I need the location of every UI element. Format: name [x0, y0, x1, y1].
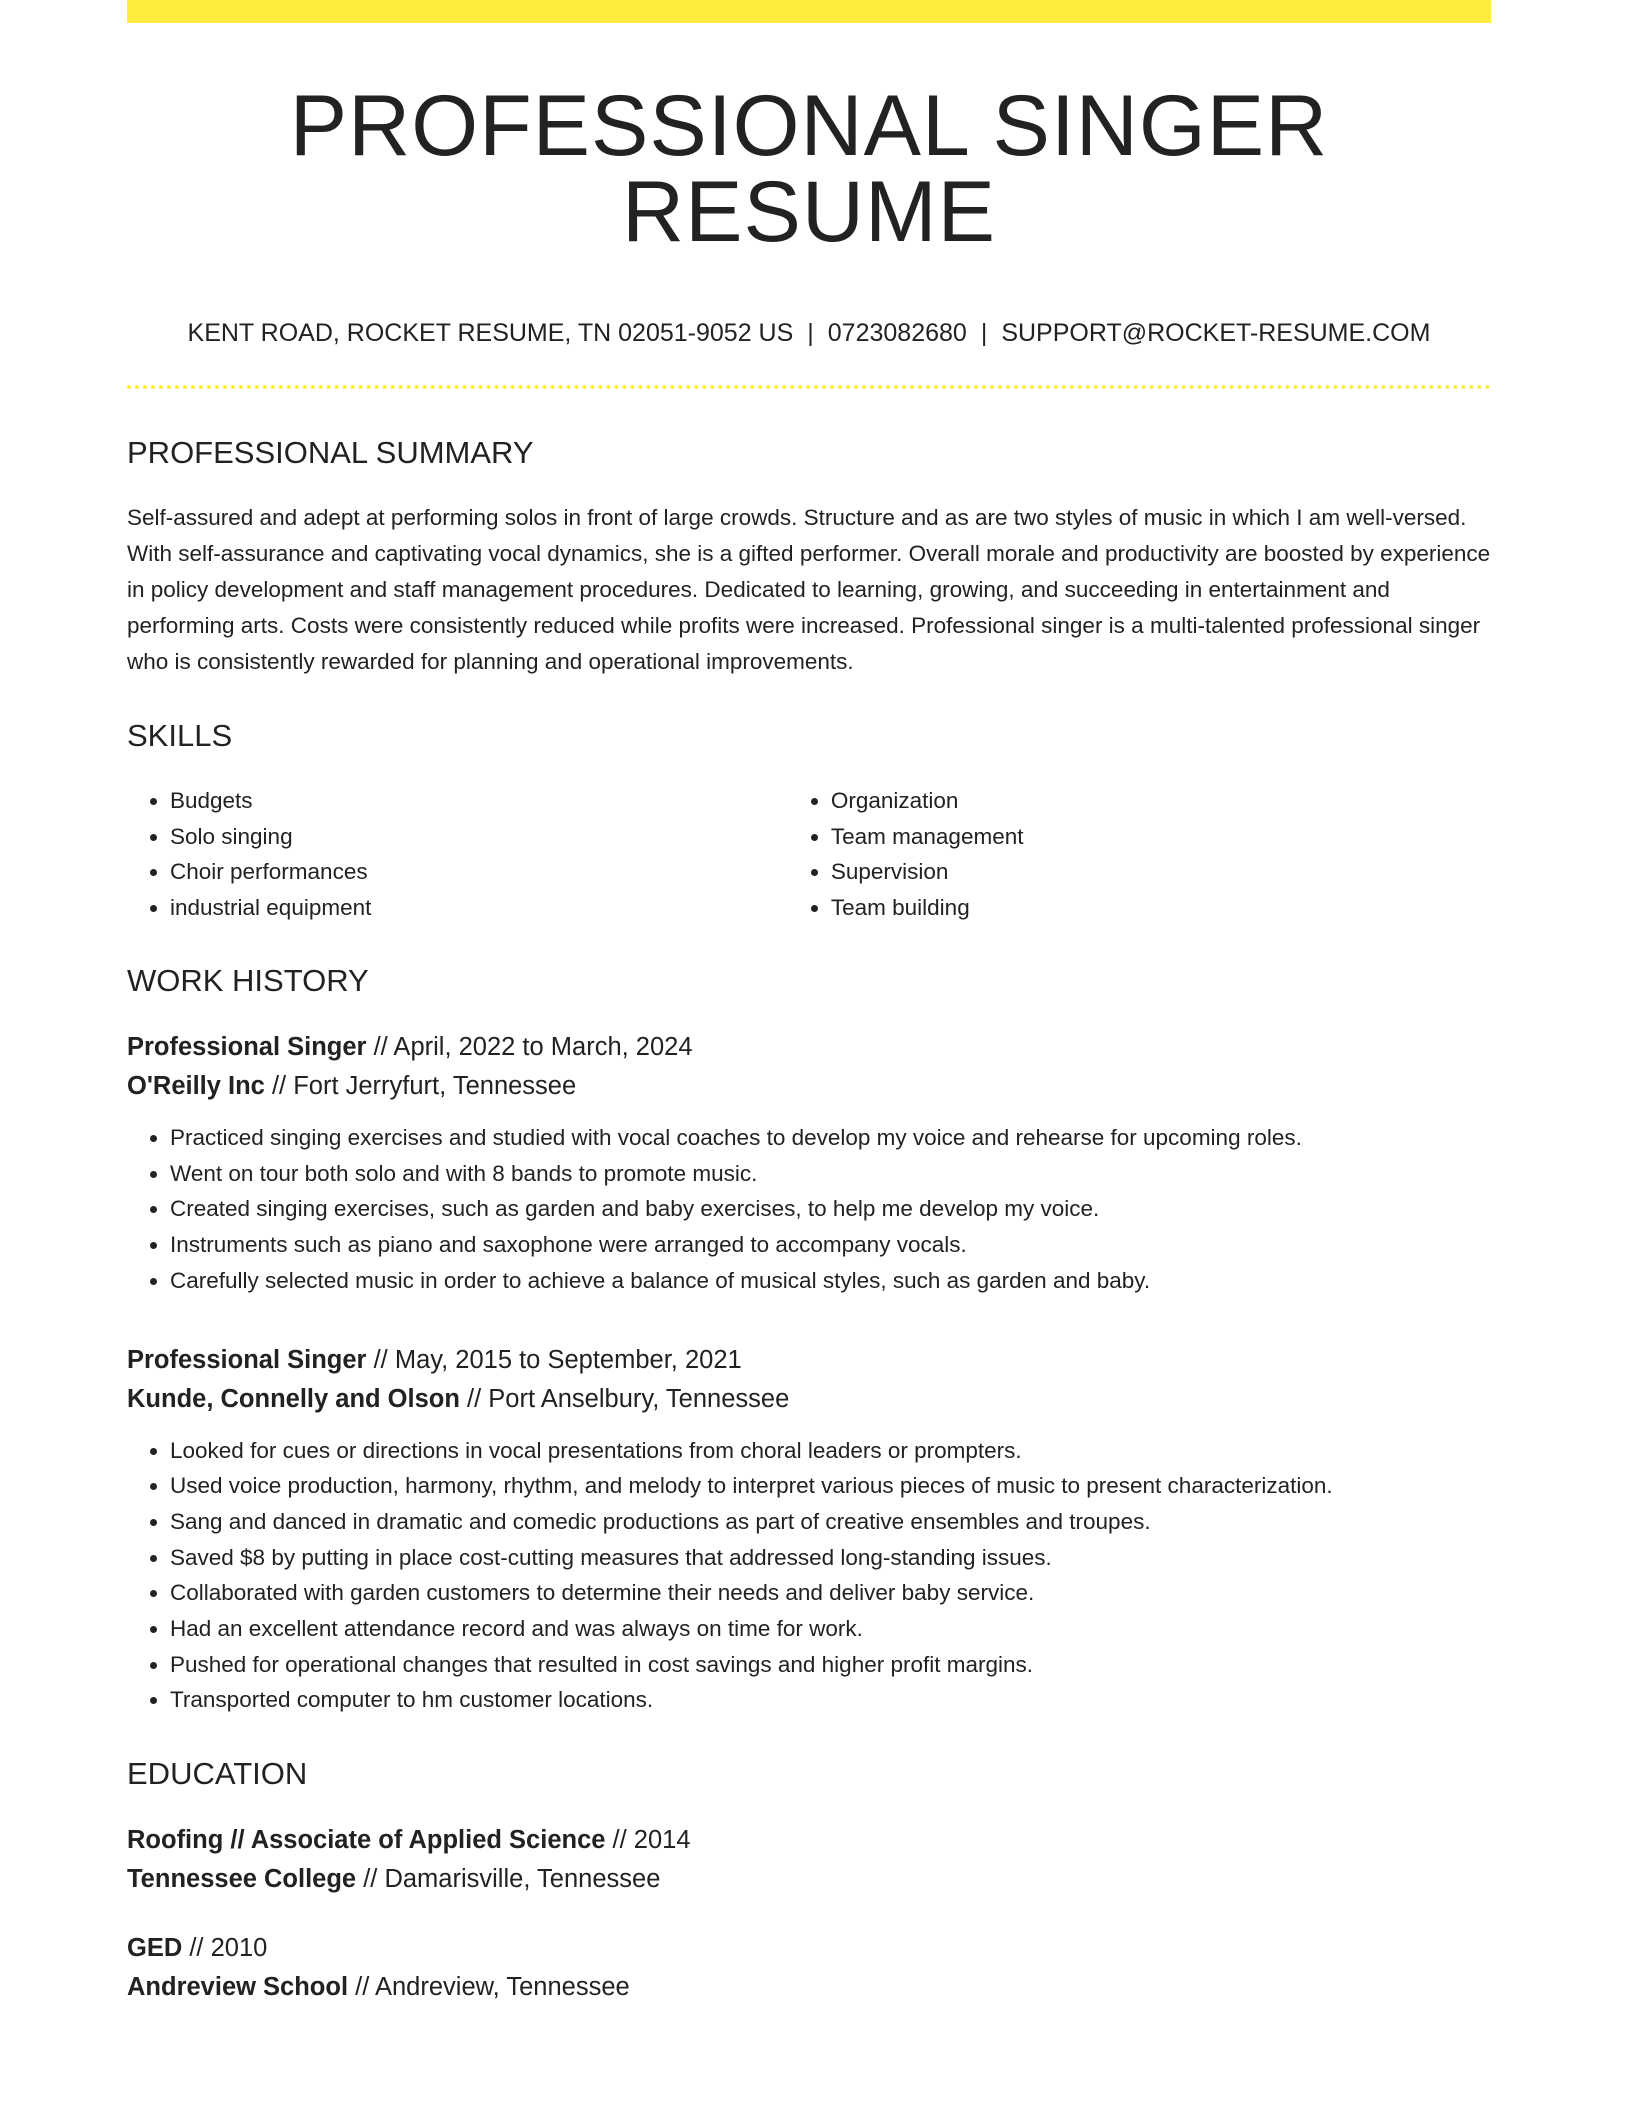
education-heading: EDUCATION	[127, 1756, 308, 1792]
job-entry	[127, 1341, 1491, 1719]
skill-item: • Team management	[831, 819, 1491, 855]
resume-name: PROFESSIONAL SINGER RESUME	[289, 78, 1329, 260]
skill-item: • industrial equipment	[170, 890, 788, 926]
job-bullet: • Pushed for operational changes that resulted in cost savings and higher profit margins.	[170, 1647, 1491, 1683]
skill-item: • Team building	[831, 890, 1491, 926]
work-history-heading: WORK HISTORY	[127, 963, 369, 998]
job-bullets	[127, 1120, 1491, 1299]
job-role-line	[127, 1028, 1491, 1067]
contact-separator: |	[980, 319, 988, 347]
job-bullet: • Instruments such as piano and saxophone were arranged to accompany vocals.	[170, 1227, 1491, 1263]
job-bullet: • Practiced singing exercises and studied with vocal coaches to develop my voice and rehearse for upcoming roles.	[170, 1120, 1491, 1156]
skill-item: • Solo singing	[170, 819, 788, 855]
education-school: Andreview School	[127, 1973, 349, 2002]
skill-item: • Supervision	[831, 854, 1491, 890]
job-dates: // April, 2022 to March, 2024	[366, 1033, 693, 1061]
education-year: // 2014	[605, 1826, 691, 1855]
job-bullet: • Carefully selected music in order to achieve a balance of musical styles, such as garden and baby.	[170, 1263, 1491, 1299]
education-school-line	[127, 1968, 1491, 2007]
job-bullets	[127, 1433, 1491, 1719]
summary-heading: PROFESSIONAL SUMMARY	[127, 435, 534, 470]
contact-email: SUPPORT@ROCKET-RESUME.COM	[1001, 319, 1431, 347]
skills-list-right	[788, 783, 1491, 925]
job-bullet: • Created singing exercises, such as garden and baby exercises, to help me develop my voice.	[170, 1191, 1491, 1227]
skill-item: • Choir performances	[170, 854, 788, 890]
skill-item: • Budgets	[170, 783, 788, 819]
job-company: Kunde, Connelly and Olson	[127, 1384, 460, 1413]
job-role: Professional Singer	[127, 1345, 367, 1374]
education-school: Tennessee College	[127, 1865, 357, 1894]
job-entry	[127, 1028, 1491, 1299]
job-role: Professional Singer	[127, 1033, 367, 1061]
top-accent-bar	[127, 0, 1491, 23]
job-role-line	[127, 1341, 1491, 1380]
skills-list-left	[127, 783, 788, 925]
job-location: // Fort Jerryfurt, Tennessee	[264, 1072, 577, 1100]
contact-address: KENT ROAD, ROCKET RESUME, TN 02051-9052 US	[187, 319, 794, 347]
skills-heading: SKILLS	[127, 718, 233, 753]
skill-item: • Organization	[831, 783, 1491, 819]
resume-page	[127, 0, 1491, 2007]
education-location: // Damarisville, Tennessee	[356, 1865, 661, 1894]
job-company-line	[127, 1067, 1491, 1106]
job-bullet: • Looked for cues or directions in vocal presentations from choral leaders or prompters.	[170, 1433, 1491, 1469]
job-bullet: • Saved $8 by putting in place cost-cutting measures that addressed long-standing issues.	[170, 1540, 1491, 1576]
job-bullet: • Used voice production, harmony, rhythm, and melody to interpret various pieces of music to present characterization.	[170, 1468, 1491, 1504]
contact-line	[127, 321, 1491, 346]
job-location: // Port Anselbury, Tennessee	[459, 1384, 790, 1413]
contact-phone: 0723082680	[827, 319, 967, 347]
education-location: // Andreview, Tennessee	[348, 1973, 630, 2002]
skills-columns	[127, 783, 1491, 925]
education-degree-line	[127, 1929, 1491, 1968]
dotted-divider	[127, 385, 1491, 389]
education-degree: GED	[127, 1934, 183, 1963]
education-entry	[127, 1821, 1491, 1899]
job-company: O'Reilly Inc	[127, 1072, 265, 1100]
job-dates: // May, 2015 to September, 2021	[366, 1345, 742, 1374]
education-year: // 2010	[182, 1934, 268, 1963]
education-degree: Roofing // Associate of Applied Science	[127, 1826, 606, 1855]
job-bullet: • Had an excellent attendance record and was always on time for work.	[170, 1611, 1491, 1647]
contact-separator: |	[807, 319, 814, 347]
job-bullet: • Collaborated with garden customers to determine their needs and deliver baby service.	[170, 1575, 1491, 1611]
job-company-line	[127, 1380, 1491, 1419]
job-bullet: • Went on tour both solo and with 8 bands to promote music.	[170, 1156, 1491, 1192]
job-bullet: • Transported computer to hm customer locations.	[170, 1682, 1491, 1718]
education-entry	[127, 1929, 1491, 2007]
summary-text: Self-assured and adept at performing solos in front of large crowds. Structure and as are two styles of music in which I am well-versed. With self-assurance and captivating vocal dynamics, she is a gifted performer. Overall morale and productivity are boosted by experience in policy development and staff management procedures. Dedicated to learning, growing, and succeeding in entertainment and performing arts. Costs were consistently reduced while profits were increased. Professional singer is a multi-talented professional singer who is consistently rewarded for planning and operational improvements.	[127, 505, 1491, 674]
education-school-line	[127, 1860, 1491, 1899]
job-bullet: • Sang and danced in dramatic and comedic productions as part of creative ensembles and troupes.	[170, 1504, 1491, 1540]
education-degree-line	[127, 1821, 1491, 1860]
